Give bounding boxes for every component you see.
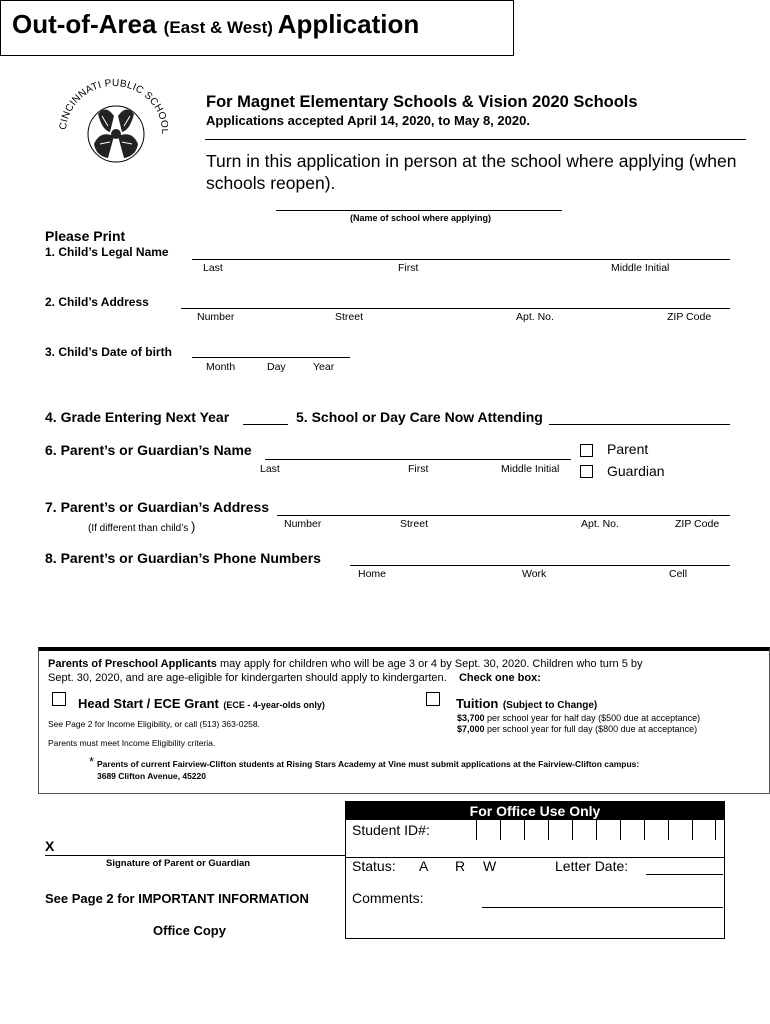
note-close: ) bbox=[191, 519, 196, 534]
phone-label: 8. Parent’s or Guardian’s Phone Numbers bbox=[45, 550, 321, 566]
student-id-cell[interactable] bbox=[668, 820, 692, 840]
parent-street-caption: Street bbox=[400, 518, 429, 530]
dob-field[interactable] bbox=[192, 357, 350, 358]
school-name-caption: (Name of school where applying) bbox=[350, 213, 492, 223]
parent-name-field[interactable] bbox=[265, 459, 571, 460]
full-day-text: per school year for full day ($800 due at acceptance) bbox=[484, 724, 698, 734]
student-id-cell[interactable] bbox=[524, 820, 548, 840]
divider bbox=[205, 139, 746, 140]
student-id-cell[interactable] bbox=[596, 820, 620, 840]
comments-field[interactable] bbox=[482, 907, 723, 908]
star-marker: * bbox=[89, 754, 95, 769]
parent-last-caption: Last bbox=[260, 463, 280, 475]
parent-mi-caption: Middle Initial bbox=[501, 463, 560, 475]
phone-field[interactable] bbox=[350, 565, 730, 566]
child-apt-caption: Apt. No. bbox=[516, 311, 554, 323]
half-day-text: per school year for half day ($500 due at acceptance) bbox=[484, 713, 701, 723]
parent-checkbox[interactable] bbox=[580, 444, 593, 457]
svg-text:CINCINNATI PUBLIC SCHOOLS: CINCINNATI PUBLIC SCHO bbox=[58, 77, 168, 131]
student-id-cell[interactable] bbox=[500, 820, 524, 840]
letter-date-field[interactable] bbox=[646, 874, 723, 875]
income-info: See Page 2 for Income Eligibility, or call (513) 363-0258. bbox=[48, 719, 260, 729]
student-id-cell[interactable] bbox=[572, 820, 596, 840]
parent-address-label: 7. Parent’s or Guardian’s Address bbox=[45, 499, 270, 515]
application-dates: Applications accepted April 14, 2020, to May 8, 2020. bbox=[206, 113, 530, 128]
student-id-cell[interactable] bbox=[548, 820, 572, 840]
status-label: Status: bbox=[352, 858, 396, 874]
child-mi-caption: Middle Initial bbox=[611, 262, 670, 274]
title-part-3: Application bbox=[277, 9, 420, 39]
signature-x: X bbox=[45, 838, 55, 854]
preschool-text-1: may apply for children who will be age 3 or 4 by Sept. 30, 2020. Children who turn 5 by bbox=[216, 658, 643, 670]
comments-label: Comments: bbox=[352, 890, 424, 906]
office-use-box bbox=[345, 801, 725, 939]
child-name-label: 1. Child’s Legal Name bbox=[45, 245, 169, 259]
child-last-caption: Last bbox=[203, 262, 223, 274]
tuition-note: (Subject to Change) bbox=[502, 700, 598, 711]
phone-home-caption: Home bbox=[358, 568, 387, 580]
subtitle: For Magnet Elementary Schools & Vision 2020 Schools bbox=[206, 93, 638, 111]
current-school-label: 5. School or Day Care Now Attending bbox=[296, 409, 543, 425]
guardian-checkbox[interactable] bbox=[580, 465, 593, 478]
fairview-note-2: 3689 Clifton Avenue, 45220 bbox=[97, 771, 206, 781]
status-w[interactable]: W bbox=[483, 858, 497, 874]
tuition-full-day bbox=[457, 724, 697, 734]
guardian-option-label: Guardian bbox=[607, 463, 665, 479]
note-text: (If different than child’s bbox=[88, 523, 189, 534]
head-start-checkbox[interactable] bbox=[52, 692, 66, 706]
head-start-option bbox=[78, 695, 325, 713]
preschool-intro bbox=[48, 657, 763, 685]
cps-logo bbox=[58, 74, 168, 174]
parent-zip-caption: ZIP Code bbox=[675, 518, 720, 530]
preschool-lead: Parents of Preschool Applicants bbox=[48, 658, 217, 670]
status-r[interactable]: R bbox=[455, 858, 466, 874]
important-info: See Page 2 for IMPORTANT INFORMATION bbox=[45, 891, 309, 906]
letter-date-label: Letter Date: bbox=[555, 858, 629, 874]
current-school-field[interactable] bbox=[549, 424, 730, 425]
parent-apt-caption: Apt. No. bbox=[581, 518, 619, 530]
head-start-label: Head Start / ECE Grant bbox=[78, 696, 219, 711]
office-divider bbox=[346, 857, 724, 858]
dob-year-caption: Year bbox=[313, 361, 335, 373]
dob-label: 3. Child’s Date of birth bbox=[45, 345, 172, 359]
child-address-label: 2. Child’s Address bbox=[45, 295, 149, 309]
income-req: Parents must meet Income Eligibility criteria. bbox=[48, 738, 216, 748]
title-part-1: Out-of-Area bbox=[12, 9, 164, 39]
child-name-field[interactable] bbox=[192, 259, 730, 260]
grade-field[interactable] bbox=[243, 424, 288, 425]
phone-work-caption: Work bbox=[522, 568, 547, 580]
tuition-label: Tuition bbox=[456, 696, 499, 711]
instructions: Turn in this application in person at the school where applying (when schools reopen). bbox=[206, 151, 737, 193]
grade-label: 4. Grade Entering Next Year bbox=[45, 409, 230, 425]
please-print: Please Print bbox=[45, 228, 126, 244]
child-number-caption: Number bbox=[197, 311, 235, 323]
child-address-field[interactable] bbox=[181, 308, 730, 309]
signature-caption: Signature of Parent or Guardian bbox=[106, 858, 251, 869]
dob-month-caption: Month bbox=[206, 361, 236, 373]
title-part-2: (East & West) bbox=[163, 18, 278, 37]
parent-option-label: Parent bbox=[607, 441, 649, 457]
school-name-field[interactable] bbox=[276, 210, 562, 211]
child-first-caption: First bbox=[398, 262, 419, 274]
student-id-cell[interactable] bbox=[644, 820, 668, 840]
check-one: Check one box: bbox=[458, 672, 541, 684]
child-street-caption: Street bbox=[335, 311, 364, 323]
dob-day-caption: Day bbox=[267, 361, 286, 373]
page-title bbox=[12, 9, 419, 40]
office-copy: Office Copy bbox=[153, 923, 226, 938]
tuition-checkbox[interactable] bbox=[426, 692, 440, 706]
child-zip-caption: ZIP Code bbox=[667, 311, 712, 323]
fairview-note-1: Parents of current Fairview-Clifton students at Rising Stars Academy at Vine must submit applications at the Fairview-Clifton campus: bbox=[97, 759, 640, 769]
half-day-amount: $3,700 bbox=[457, 713, 485, 723]
parent-address-note bbox=[88, 519, 195, 534]
status-a[interactable]: A bbox=[419, 858, 429, 874]
student-id-cell[interactable] bbox=[620, 820, 644, 840]
tuition-half-day bbox=[457, 713, 700, 723]
student-id-cell[interactable] bbox=[476, 820, 500, 840]
parent-name-label: 6. Parent’s or Guardian’s Name bbox=[45, 442, 252, 458]
tuition-option bbox=[456, 695, 597, 713]
parent-first-caption: First bbox=[408, 463, 429, 475]
phone-cell-caption: Cell bbox=[669, 568, 688, 580]
parent-number-caption: Number bbox=[284, 518, 322, 530]
preschool-text-2: Sept. 30, 2020, and are age-eligible for kindergarten should apply to kindergarten. bbox=[48, 672, 447, 684]
title-box bbox=[0, 0, 514, 56]
office-use-heading: For Office Use Only bbox=[346, 802, 724, 820]
student-id-cell[interactable] bbox=[692, 820, 716, 840]
signature-field[interactable] bbox=[45, 855, 345, 856]
parent-address-field[interactable] bbox=[277, 515, 730, 516]
head-start-note: (ECE - 4-year-olds only) bbox=[223, 700, 325, 710]
student-id-label: Student ID#: bbox=[352, 822, 430, 838]
full-day-amount: $7,000 bbox=[457, 724, 485, 734]
